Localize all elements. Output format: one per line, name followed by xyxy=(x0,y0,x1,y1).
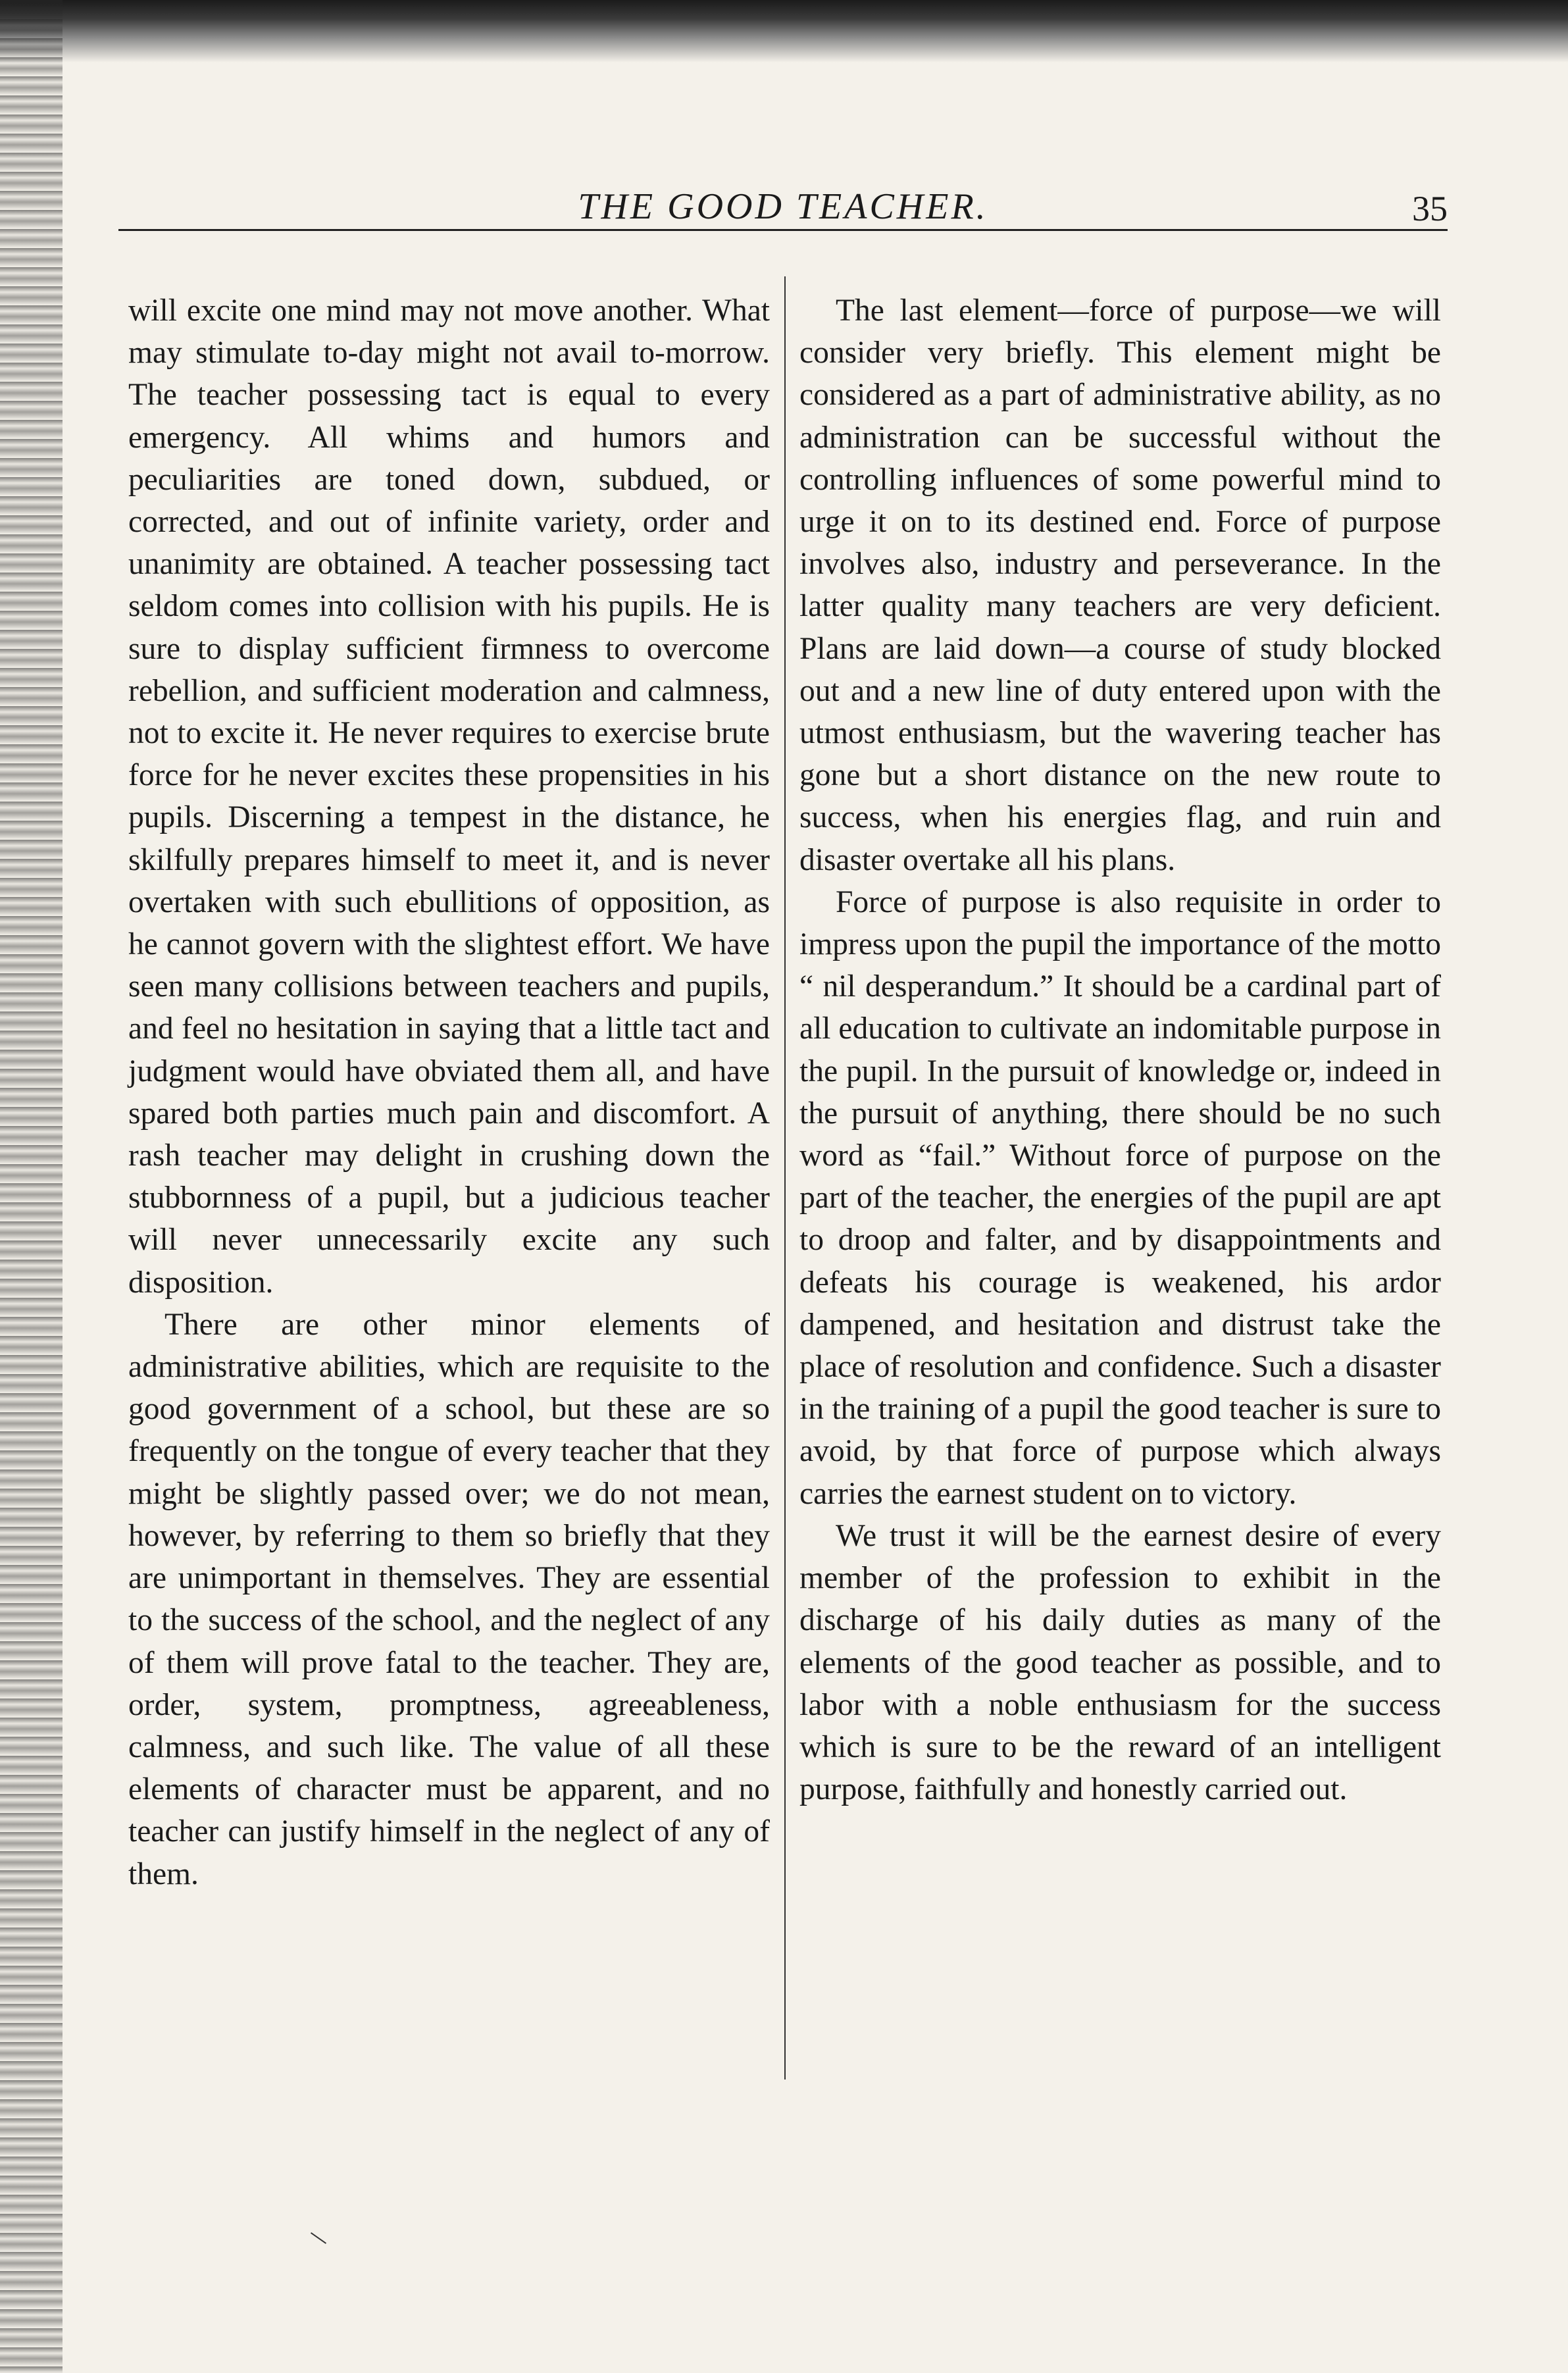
paragraph: There are other minor elements of administrative abilities, which are requisite to the good government of a school, but these are so frequently on the tongue of every teacher that they might be slightly passed over; we do not mean, however, by referring to them so briefly that they are unimportant in themselves. They are essential to the success of the school, and the neglect of any of them will prove fatal to the teacher. They are, order, system, promptness, agreeableness, calmness, and such like. The value of all these elements of character must be apparent, and no teacher can justify himself in the neglect of any of them. xyxy=(128,1307,770,1891)
paragraph: will excite one mind may not move another. What may stimulate to-day might not avail to-morrow. The teacher possessing tact is equal to every emergency. All whims and humors and peculiarities are toned down, subdued, or corrected, and out of infinite variety, order and unanimity are obtained. A teacher possessing tact seldom comes into collision with his pupils. He is sure to display sufficient firmness to overcome rebellion, and sufficient moderation and calmness, not to excite it. He never requires to exercise brute force for he never excites these propensities in his pupils. Discerning a tempest in the distance, he skilfully prepares himself to meet it, and is never overtaken with such ebullitions of opposition, as he cannot govern with the slightest effort. We have seen many collisions between teachers and pupils, and feel no hesitation in saying that a little tact and judgment would have obviated them all, and have spared both parties much pain and discomfort. A rash teacher may delight in crushing down the stubbornness of a pupil, but a judicious teacher will never unnecessarily excite any such disposition. xyxy=(128,293,770,1300)
page-number: 35 xyxy=(1412,189,1448,228)
header-rule xyxy=(118,229,1448,231)
paragraph: Force of purpose is also requisite in order to impress upon the pupil the importance of the motto “ nil desperandum.” It should be a cardinal part of all education to cultivate an indomitable purpose in the pupil. In the pursuit of knowledge or, indeed in the pursuit of anything, there should be no such word as “fail.” Without force of purpose on the part of the teacher, the energies of the pupil are apt to droop and falter, and by disappointments and defeats his courage is weakened, his ardor dampened, and hesitation and distrust take the place of resolution and confidence. Such a disaster in the training of a pupil the good teacher is sure to avoid, by that force of purpose which always carries the earnest student on to victory. xyxy=(799,884,1441,1511)
right-column xyxy=(799,290,1441,1810)
stray-ink-mark xyxy=(311,2232,326,2244)
left-column xyxy=(128,290,770,1895)
running-title: THE GOOD TEACHER. xyxy=(578,186,988,227)
paragraph: We trust it will be the earnest desire of every member of the profession to exhibit in the discharge of his daily duties as many of the elements of the good teacher as possible, and to labor with a noble enthusiasm for the success which is sure to be the reward of an intelligent purpose, faithfully and honestly carried out. xyxy=(799,1518,1441,1807)
column-divider xyxy=(784,276,786,2080)
paragraph: The last element—force of purpose—we will consider very briefly. This element might be considered as a part of administrative ability, as no administration can be successful without the controlling influences of some powerful mind to urge it on to its destined end. Force of purpose involves also, industry and perseverance. In the latter quality many teachers are very deficient. Plans are laid down—a course of study blocked out and a new line of duty entered upon with the utmost enthusiasm, but the wavering teacher has gone but a short distance on the new route to success, when his energies flag, and ruin and disaster overtake all his plans. xyxy=(799,293,1441,877)
scan-edge-top xyxy=(0,0,1568,63)
scan-edge-left xyxy=(0,0,63,2373)
